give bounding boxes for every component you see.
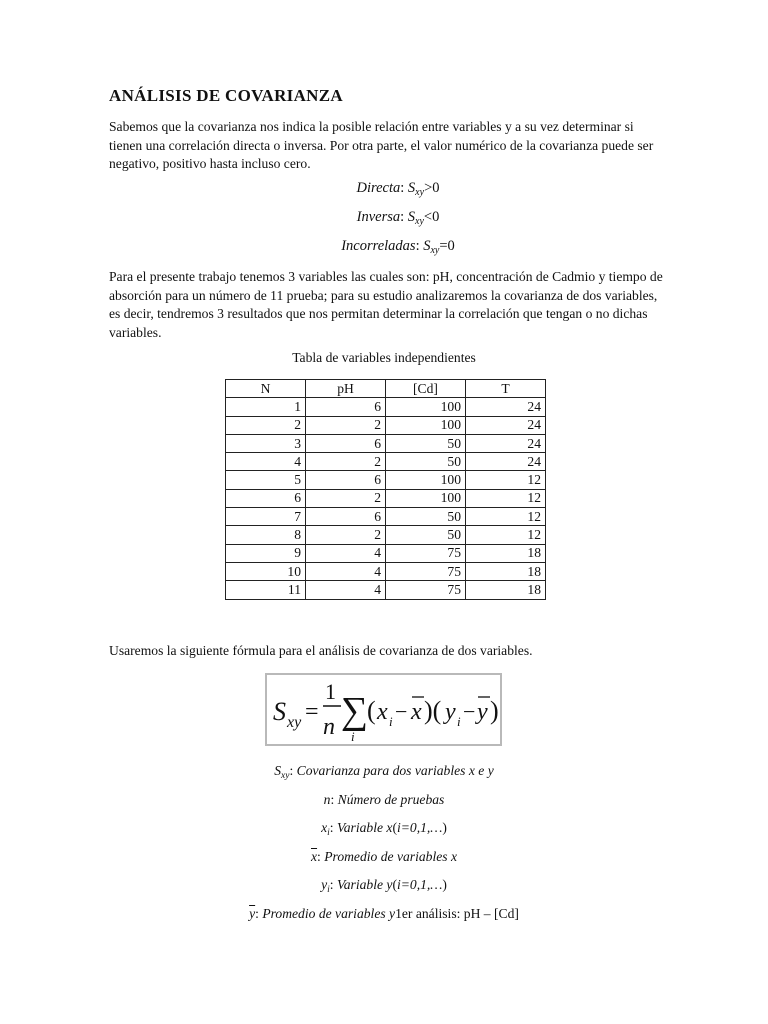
table-cell: 12 <box>466 526 546 544</box>
table-cell: 4 <box>306 581 386 599</box>
formula-inversa: Inversa: $S_{xy}<0$ <box>356 209 440 227</box>
table-cell: 6 <box>306 508 386 526</box>
legend-ybar: $\overline{y}$: Promedio de variables y1er análisis: pH – [Cd] <box>249 906 519 921</box>
svg-text:1: 1 <box>325 679 336 704</box>
legend-xbar: $\overline{x}$: Promedio de variables x <box>311 849 457 864</box>
legend-yi: $y_i$: Variable y(i=0,1,…) <box>321 877 447 895</box>
table-cell: 11 <box>226 581 306 599</box>
svg-text:xy: xy <box>287 714 302 731</box>
table-cell: 24 <box>466 416 546 434</box>
table-cell: 9 <box>226 544 306 562</box>
table-cell: 24 <box>466 453 546 471</box>
table-row <box>226 489 546 507</box>
table-cell: 18 <box>466 562 546 580</box>
table-cell: 6 <box>306 434 386 452</box>
table-cell: 4 <box>226 453 306 471</box>
table-cell: 6 <box>306 398 386 416</box>
table-row <box>226 562 546 580</box>
svg-text:i: i <box>351 729 355 744</box>
table-row <box>226 398 546 416</box>
table-header-cell: [Cd] <box>386 380 466 398</box>
table-cell: 18 <box>466 544 546 562</box>
table-cell: 75 <box>386 562 466 580</box>
table-cell: 1 <box>226 398 306 416</box>
legend-xi: $x_i$: Variable x(i=0,1,…) <box>321 820 447 838</box>
table-cell: 6 <box>306 471 386 489</box>
svg-text:−: − <box>463 699 476 724</box>
legend-n: n: Número de pruebas <box>323 792 445 807</box>
table-cell: 100 <box>386 489 466 507</box>
first-analysis-heading: 1er análisis: pH – [Cd] <box>395 906 519 921</box>
table-cell: 4 <box>306 562 386 580</box>
table-row <box>226 471 546 489</box>
table-cell: 6 <box>226 489 306 507</box>
svg-text:x: x <box>377 699 388 725</box>
table-row <box>226 416 546 434</box>
svg-text:)(: )( <box>424 696 442 725</box>
table-cell: 100 <box>386 416 466 434</box>
table-cell: 100 <box>386 471 466 489</box>
svg-text:n: n <box>323 714 335 740</box>
table-row <box>226 544 546 562</box>
table-cell: 12 <box>466 489 546 507</box>
table-cell: 2 <box>306 489 386 507</box>
legend-sxy: $S_{xy}$: Covarianza para dos variables x e y <box>274 763 494 781</box>
table-row <box>226 581 546 599</box>
table-cell: 4 <box>306 544 386 562</box>
table-cell: 5 <box>226 471 306 489</box>
table-row <box>226 434 546 452</box>
table-cell: 50 <box>386 508 466 526</box>
svg-text:y: y <box>445 699 456 725</box>
table-header-cell: T <box>466 380 546 398</box>
variables-paragraph: Para el presente trabajo tenemos 3 variables las cuales son: pH, concentración de Cadmio y tiempo de absorción para un número de 11 prueba; para su estudio analizaremos la covarianza de dos variables, es decir, tendremos 3 resultados que nos permitan determinar la correlación que tengan o no dichas variables. <box>109 269 663 340</box>
table-header-cell: N <box>226 380 306 398</box>
table-cell: 2 <box>306 416 386 434</box>
svg-text:−: − <box>395 699 408 724</box>
table-cell: 3 <box>226 434 306 452</box>
table-cell: 50 <box>386 453 466 471</box>
formula-incorreladas: Incorreladas: $S_{xy}=0$ <box>341 238 455 256</box>
svg-text:i: i <box>389 714 393 729</box>
table-cell: 24 <box>466 434 546 452</box>
svg-text:∑: ∑ <box>341 690 369 732</box>
intro-paragraph: Sabemos que la covarianza nos indica la posible relación entre variables y a su vez determinar si tienen una correlación directa o inversa. Por otra parte, el valor numérico de la covarianza puede ser negativo, positivo hasta incluso cero. <box>109 119 654 172</box>
table-row <box>226 453 546 471</box>
table-body <box>226 398 546 599</box>
svg-text:(: ( <box>367 696 376 725</box>
table-cell: 50 <box>386 526 466 544</box>
table-cell: 2 <box>306 526 386 544</box>
table-cell: 7 <box>226 508 306 526</box>
table-cell: 12 <box>466 471 546 489</box>
table-row <box>226 508 546 526</box>
table-cell: 75 <box>386 581 466 599</box>
svg-text:S: S <box>273 697 286 726</box>
svg-text:=: = <box>305 699 319 725</box>
svg-text:): ) <box>490 696 499 725</box>
formula-directa: Directa: $S_{xy}>0$ <box>356 180 440 198</box>
table-cell: 18 <box>466 581 546 599</box>
table-cell: 12 <box>466 508 546 526</box>
table-cell: 24 <box>466 398 546 416</box>
table-cell: 8 <box>226 526 306 544</box>
table-header-row <box>226 380 546 398</box>
table-cell: 100 <box>386 398 466 416</box>
table-cell: 75 <box>386 544 466 562</box>
table-cell: 50 <box>386 434 466 452</box>
variables-table <box>225 379 546 600</box>
svg-text:x: x <box>411 699 422 725</box>
svg-text:y: y <box>477 699 488 725</box>
table-cell: 2 <box>226 416 306 434</box>
covariance-formula-svg <box>267 675 500 744</box>
covariance-formula-image <box>265 673 502 746</box>
svg-text:i: i <box>457 714 461 729</box>
formula-intro-paragraph: Usaremos la siguiente fórmula para el análisis de covarianza de dos variables. <box>109 643 533 658</box>
table-caption: Tabla de variables independientes <box>292 350 476 365</box>
table-cell: 10 <box>226 562 306 580</box>
table-cell: 2 <box>306 453 386 471</box>
table-row <box>226 526 546 544</box>
document-title: ANÁLISIS DE COVARIANZA <box>109 86 343 105</box>
table-header-cell: pH <box>306 380 386 398</box>
